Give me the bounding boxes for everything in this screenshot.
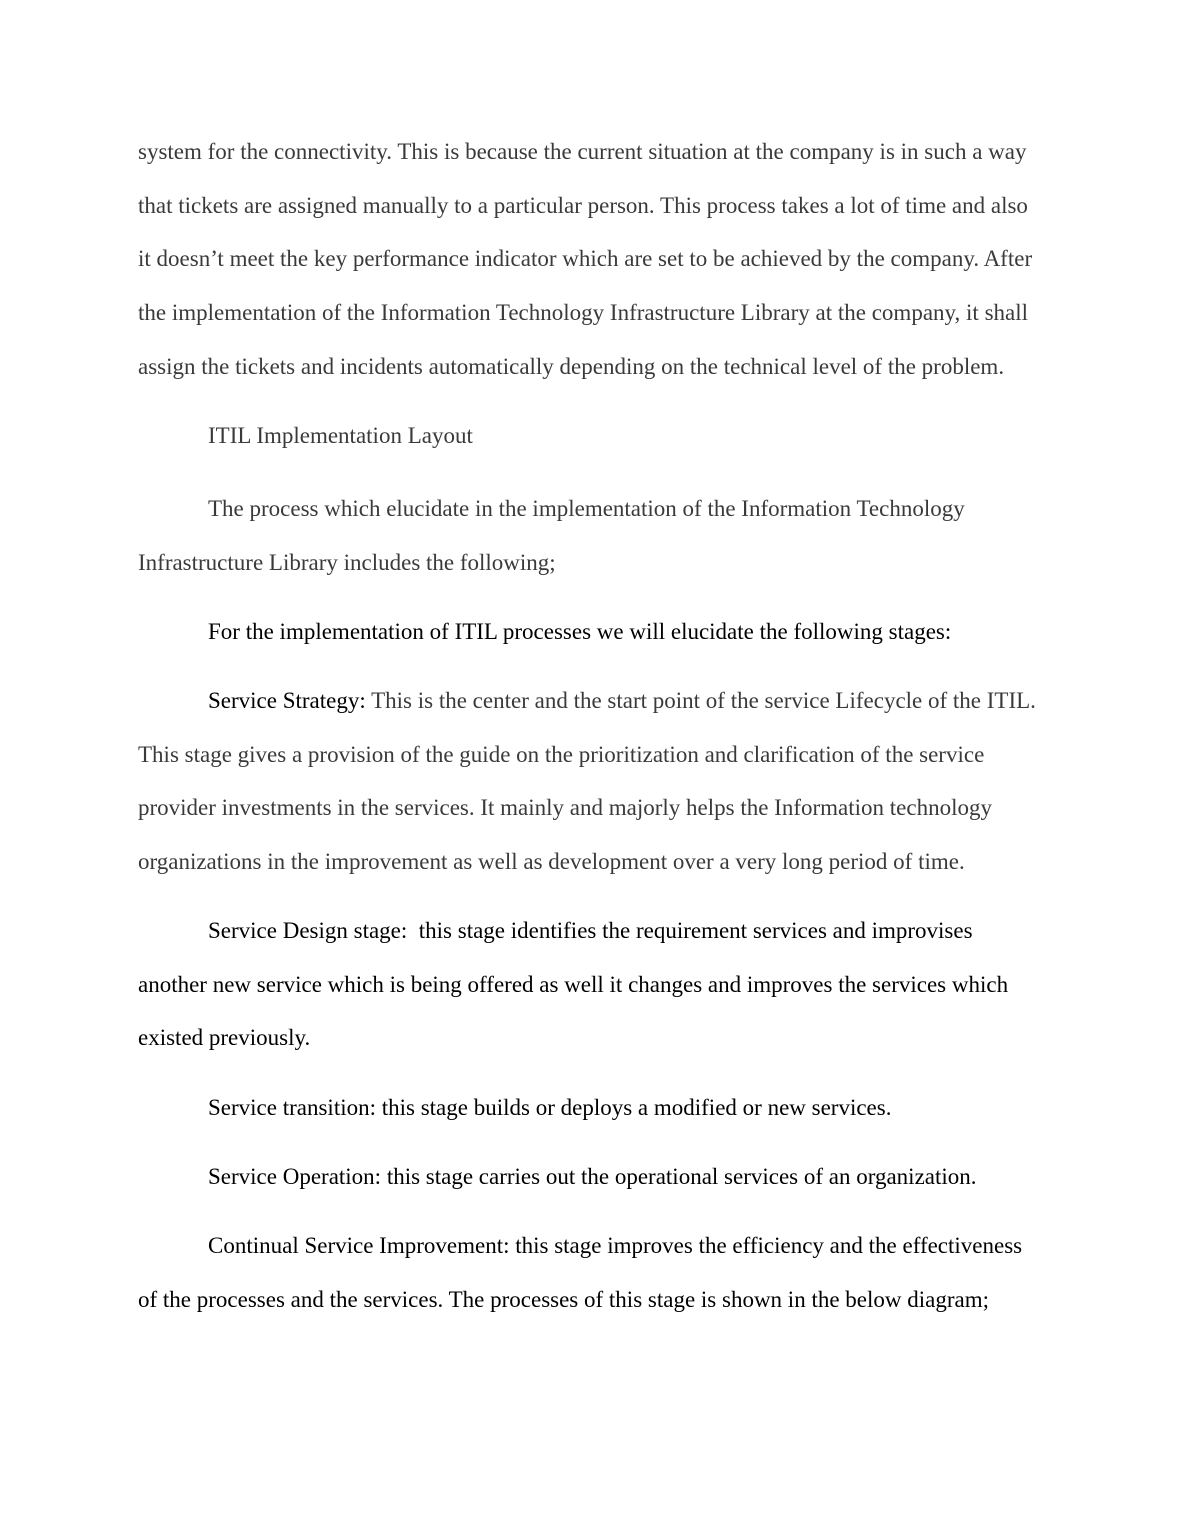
service-transition-paragraph	[138, 1081, 1068, 1135]
text-line: system for the connectivity. This is because the current situation at the company is in such a way	[138, 139, 1027, 164]
heading-text: ITIL Implementation Layout	[208, 423, 473, 448]
text-line: it doesn’t meet the key performance indicator which are set to be achieved by the company. After	[138, 246, 1033, 272]
continual-improvement-paragraph	[138, 1219, 1068, 1326]
text-line: another new service which is being offered as well it changes and improves the services which	[138, 971, 1009, 997]
section-heading	[138, 409, 1068, 463]
text-line: the implementation of the Information Technology Infrastructure Library at the company, it shall	[138, 300, 1029, 326]
text-line: Service Operation: this stage carries out the operational services of an organization.	[208, 1164, 977, 1189]
text-line: The process which elucidate in the implementation of the Information Technology	[208, 496, 965, 521]
text-line: Infrastructure Library includes the following;	[138, 549, 556, 575]
text-line	[138, 674, 1068, 728]
text-line: For the implementation of ITIL processes we will elucidate the following stages:	[208, 619, 952, 644]
text-line: provider investments in the services. It mainly and majorly helps the Information technology	[138, 795, 992, 821]
text-line: organizations in the improvement as well as development over a very long period of time.	[138, 849, 965, 875]
service-design-paragraph	[138, 904, 1068, 1065]
term-label: Service Strategy:	[208, 688, 366, 713]
text-line: Service Design stage: this stage identifies the requirement services and improvises	[208, 918, 973, 943]
process-paragraph	[138, 482, 1068, 589]
text-line: Service transition: this stage builds or deploys a modified or new services.	[208, 1095, 892, 1120]
text-line: This stage gives a provision of the guide on the prioritization and clarification of the service	[138, 741, 985, 767]
text-span: This is the center and the start point of the service Lifecycle of the ITIL.	[365, 688, 1036, 713]
stages-intro-paragraph	[138, 605, 1068, 659]
text-line: of the processes and the services. The processes of this stage is shown in the below diagram;	[138, 1286, 989, 1312]
text-line: existed previously.	[138, 1025, 311, 1051]
service-operation-paragraph	[138, 1150, 1068, 1204]
text-line: assign the tickets and incidents automatically depending on the technical level of the problem.	[138, 353, 1005, 379]
text-line: Continual Service Improvement: this stage improves the efficiency and the effectiveness	[208, 1233, 1023, 1258]
intro-paragraph	[138, 125, 1068, 393]
service-strategy-paragraph	[138, 674, 1068, 889]
text-line: that tickets are assigned manually to a particular person. This process takes a lot of time and also	[138, 192, 1028, 218]
